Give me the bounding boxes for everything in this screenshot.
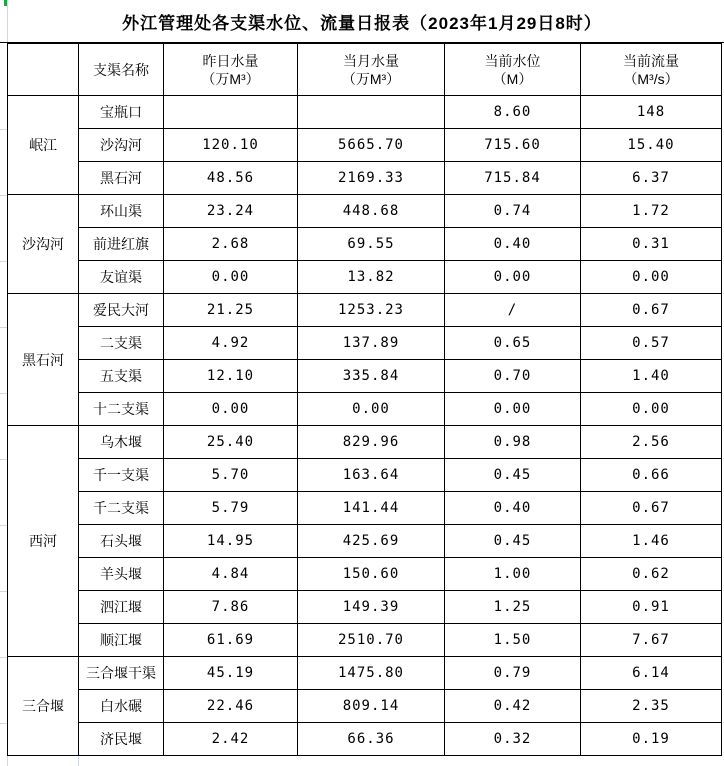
current-flow-cell[interactable]: 6.37 [581, 162, 722, 195]
yesterday-volume-cell[interactable]: 7.86 [164, 591, 298, 624]
month-volume-cell[interactable]: 141.44 [298, 492, 445, 525]
table-row [8, 690, 722, 723]
yesterday-volume-cell[interactable]: 5.79 [164, 492, 298, 525]
yesterday-volume-cell[interactable]: 12.10 [164, 360, 298, 393]
month-volume-cell[interactable]: 809.14 [298, 690, 445, 723]
column-gridline-bottom [78, 756, 79, 766]
yesterday-volume-cell[interactable]: 21.25 [164, 294, 298, 327]
current-level-cell[interactable]: 0.42 [445, 690, 581, 723]
yesterday-volume-cell[interactable]: 5.70 [164, 459, 298, 492]
canal-name-cell[interactable]: 乌木堰 [79, 426, 164, 459]
header-row [8, 44, 722, 96]
group-cell-shagouhe[interactable]: 沙沟河 [8, 195, 79, 294]
header-month-volume[interactable]: 当月水量 （万M³） [298, 44, 445, 96]
report-title: 外江管理处各支渠水位、流量日报表（2023年1月29日8时） [0, 0, 724, 43]
month-volume-cell[interactable] [298, 96, 445, 129]
month-volume-cell[interactable]: 5665.70 [298, 129, 445, 162]
month-volume-cell[interactable]: 2510.70 [298, 624, 445, 657]
yesterday-volume-cell[interactable] [164, 96, 298, 129]
month-volume-cell[interactable]: 150.60 [298, 558, 445, 591]
report-table [7, 43, 722, 756]
left-gridline-bottom [7, 756, 8, 766]
table-row [8, 261, 722, 294]
current-level-cell[interactable]: 0.74 [445, 195, 581, 228]
current-flow-cell[interactable]: 0.67 [581, 294, 722, 327]
current-level-cell[interactable]: 715.84 [445, 162, 581, 195]
yesterday-volume-cell[interactable]: 4.84 [164, 558, 298, 591]
group-cell-minjiang[interactable]: 岷江 [8, 96, 79, 195]
canal-name-cell[interactable]: 十二支渠 [79, 393, 164, 426]
current-flow-cell[interactable]: 0.91 [581, 591, 722, 624]
month-volume-cell[interactable]: 66.36 [298, 723, 445, 756]
table-row [8, 492, 722, 525]
month-volume-cell[interactable]: 163.64 [298, 459, 445, 492]
yesterday-volume-cell[interactable]: 4.92 [164, 327, 298, 360]
current-flow-cell[interactable]: 1.46 [581, 525, 722, 558]
month-volume-cell[interactable]: 69.55 [298, 228, 445, 261]
table-row [8, 657, 722, 690]
current-level-cell[interactable]: 0.00 [445, 393, 581, 426]
current-level-cell[interactable]: 0.40 [445, 492, 581, 525]
current-flow-cell[interactable]: 1.40 [581, 360, 722, 393]
month-volume-cell[interactable]: 13.82 [298, 261, 445, 294]
current-level-cell[interactable]: 0.00 [445, 261, 581, 294]
yesterday-volume-cell[interactable]: 120.10 [164, 129, 298, 162]
table-row [8, 129, 722, 162]
table-row [8, 327, 722, 360]
current-level-cell[interactable]: 1.50 [445, 624, 581, 657]
month-volume-cell[interactable]: 2169.33 [298, 162, 445, 195]
table-row [8, 228, 722, 261]
group-cell-heishihe[interactable]: 黑石河 [8, 294, 79, 426]
current-flow-cell[interactable]: 0.57 [581, 327, 722, 360]
table-row [8, 558, 722, 591]
month-volume-cell[interactable]: 425.69 [298, 525, 445, 558]
current-level-cell[interactable]: 715.60 [445, 129, 581, 162]
canal-name-cell[interactable]: 羊头堰 [79, 558, 164, 591]
current-flow-cell[interactable]: 0.31 [581, 228, 722, 261]
yesterday-volume-cell[interactable]: 45.19 [164, 657, 298, 690]
month-volume-cell[interactable]: 448.68 [298, 195, 445, 228]
table-row [8, 459, 722, 492]
table-row [8, 426, 722, 459]
yesterday-volume-cell[interactable]: 48.56 [164, 162, 298, 195]
month-volume-cell[interactable]: 829.96 [298, 426, 445, 459]
table-row [8, 162, 722, 195]
current-flow-cell[interactable]: 148 [581, 96, 722, 129]
yesterday-volume-cell[interactable]: 0.00 [164, 393, 298, 426]
current-level-cell[interactable]: 8.60 [445, 96, 581, 129]
canal-name-cell[interactable]: 前进红旗 [79, 228, 164, 261]
canal-name-cell[interactable]: 沙沟河 [79, 129, 164, 162]
canal-name-cell[interactable]: 三合堰干渠 [79, 657, 164, 690]
canal-name-cell[interactable]: 千二支渠 [79, 492, 164, 525]
month-volume-cell[interactable]: 0.00 [298, 393, 445, 426]
canal-name-cell[interactable]: 顺江堰 [79, 624, 164, 657]
canal-name-cell[interactable]: 白水碾 [79, 690, 164, 723]
current-flow-cell[interactable]: 0.62 [581, 558, 722, 591]
current-level-cell[interactable]: 0.45 [445, 525, 581, 558]
table-row [8, 393, 722, 426]
yesterday-volume-cell[interactable]: 23.24 [164, 195, 298, 228]
current-flow-cell[interactable]: 0.66 [581, 459, 722, 492]
current-level-cell[interactable]: 0.40 [445, 228, 581, 261]
canal-name-cell[interactable]: 五支渠 [79, 360, 164, 393]
yesterday-volume-cell[interactable]: 25.40 [164, 426, 298, 459]
header-empty-cell[interactable] [8, 44, 79, 96]
current-level-cell[interactable]: 0.65 [445, 327, 581, 360]
canal-name-cell[interactable]: 千一支渠 [79, 459, 164, 492]
table-row [8, 723, 722, 756]
header-current-level[interactable]: 当前水位 （M） [445, 44, 581, 96]
current-level-cell[interactable]: 1.25 [445, 591, 581, 624]
yesterday-volume-cell[interactable]: 2.68 [164, 228, 298, 261]
month-volume-cell[interactable]: 149.39 [298, 591, 445, 624]
current-flow-cell[interactable]: 0.67 [581, 492, 722, 525]
current-level-cell[interactable]: / [445, 294, 581, 327]
group-cell-xihe[interactable]: 西河 [8, 426, 79, 657]
current-flow-cell[interactable]: 1.72 [581, 195, 722, 228]
current-level-cell[interactable]: 1.00 [445, 558, 581, 591]
current-flow-cell[interactable]: 7.67 [581, 624, 722, 657]
month-volume-cell[interactable]: 137.89 [298, 327, 445, 360]
canal-name-cell[interactable]: 黑石河 [79, 162, 164, 195]
group-cell-sanheyan[interactable]: 三合堰 [8, 657, 79, 756]
header-current-flow[interactable]: 当前流量 （M³/s） [581, 44, 722, 96]
current-flow-cell[interactable]: 0.00 [581, 393, 722, 426]
table-row [8, 360, 722, 393]
current-flow-cell[interactable]: 2.35 [581, 690, 722, 723]
canal-name-cell[interactable]: 石头堰 [79, 525, 164, 558]
current-level-cell[interactable]: 0.45 [445, 459, 581, 492]
current-flow-cell[interactable]: 0.00 [581, 261, 722, 294]
current-level-cell[interactable]: 0.98 [445, 426, 581, 459]
table-row [8, 525, 722, 558]
yesterday-volume-cell[interactable]: 22.46 [164, 690, 298, 723]
yesterday-volume-cell[interactable]: 14.95 [164, 525, 298, 558]
canal-name-cell[interactable]: 二支渠 [79, 327, 164, 360]
table-row [8, 591, 722, 624]
current-flow-cell[interactable]: 6.14 [581, 657, 722, 690]
current-level-cell[interactable]: 0.79 [445, 657, 581, 690]
canal-name-cell[interactable]: 环山渠 [79, 195, 164, 228]
month-volume-cell[interactable]: 1253.23 [298, 294, 445, 327]
month-volume-cell[interactable]: 335.84 [298, 360, 445, 393]
canal-name-cell[interactable]: 泗江堰 [79, 591, 164, 624]
table-row [8, 624, 722, 657]
table-row [8, 195, 722, 228]
current-flow-cell[interactable]: 0.19 [581, 723, 722, 756]
canal-name-cell[interactable]: 爱民大河 [79, 294, 164, 327]
current-flow-cell[interactable]: 2.56 [581, 426, 722, 459]
canal-name-cell[interactable]: 济民堰 [79, 723, 164, 756]
current-flow-cell[interactable]: 15.40 [581, 129, 722, 162]
canal-name-cell[interactable]: 宝瓶口 [79, 96, 164, 129]
canal-name-cell[interactable]: 友谊渠 [79, 261, 164, 294]
yesterday-volume-cell[interactable]: 61.69 [164, 624, 298, 657]
current-level-cell[interactable]: 0.70 [445, 360, 581, 393]
header-yesterday-volume[interactable]: 昨日水量 （万M³） [164, 44, 298, 96]
table-row [8, 294, 722, 327]
yesterday-volume-cell[interactable]: 0.00 [164, 261, 298, 294]
current-level-cell[interactable]: 0.32 [445, 723, 581, 756]
table-row [8, 96, 722, 129]
yesterday-volume-cell[interactable]: 2.42 [164, 723, 298, 756]
header-canal-name[interactable]: 支渠名称 [79, 44, 164, 96]
month-volume-cell[interactable]: 1475.80 [298, 657, 445, 690]
